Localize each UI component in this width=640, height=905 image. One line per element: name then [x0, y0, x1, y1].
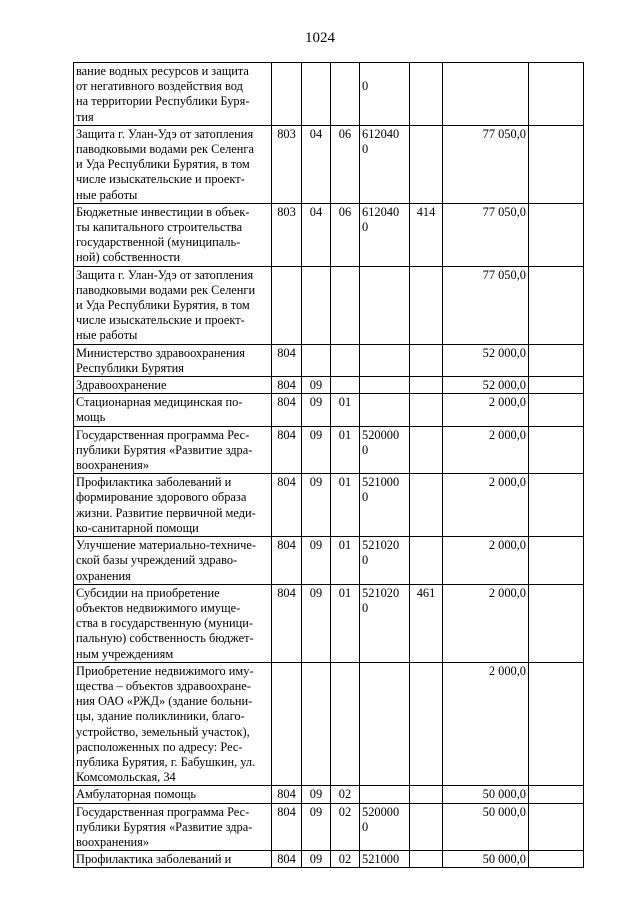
ministry-code-cell: 803 [272, 203, 302, 266]
amount-cell: 2 000,0 [443, 537, 529, 585]
target-article-cell: 520000 0 [360, 803, 410, 851]
ministry-code-cell: 804 [272, 394, 302, 426]
target-article-cell [360, 377, 410, 394]
amount-cell [443, 63, 529, 126]
target-article-cell: 612040 0 [360, 125, 410, 203]
subsection-code-cell: 02 [331, 786, 360, 803]
item-name-cell: Улучшение материально-техниче- ской базы учреждений здраво- охранения [74, 537, 272, 585]
extra-cell [529, 377, 584, 394]
target-article-cell [360, 662, 410, 786]
section-code-cell: 09 [302, 786, 331, 803]
table-row [74, 803, 584, 851]
item-name-cell: вание водных ресурсов и защита от негативного воздействия вод на территории Республики Буря- тия [74, 63, 272, 126]
amount-cell: 77 050,0 [443, 203, 529, 266]
item-name-cell: Профилактика заболеваний и формирование здорового образа жизни. Развитие первичной меди- ко-санитарной помощи [74, 474, 272, 537]
item-name-cell: Защита г. Улан-Удэ от затопления паводковыми водами рек Селенги и Уда Республики Бурятия, в том числе изыскательские и проект- ные работы [74, 266, 272, 344]
target-article-cell: 520000 0 [360, 426, 410, 474]
ministry-code-cell: 804 [272, 803, 302, 851]
expense-type-cell [410, 786, 443, 803]
section-code-cell: 09 [302, 426, 331, 474]
target-article-cell [360, 344, 410, 376]
expense-type-cell [410, 803, 443, 851]
item-name-cell: Амбулаторная помощь [74, 786, 272, 803]
expense-type-cell [410, 266, 443, 344]
section-code-cell [302, 662, 331, 786]
subsection-code-cell [331, 662, 360, 786]
section-code-cell [302, 344, 331, 376]
section-code-cell: 09 [302, 803, 331, 851]
subsection-code-cell [331, 266, 360, 344]
extra-cell [529, 394, 584, 426]
expense-type-cell [410, 377, 443, 394]
extra-cell [529, 851, 584, 868]
table-row [74, 63, 584, 126]
target-article-cell [360, 394, 410, 426]
page-number: 1024 [305, 30, 335, 46]
ministry-code-cell: 804 [272, 584, 302, 662]
ministry-code-cell: 804 [272, 851, 302, 868]
ministry-code-cell [272, 662, 302, 786]
item-name-cell: Здравоохранение [74, 377, 272, 394]
table-row [74, 662, 584, 786]
ministry-code-cell: 804 [272, 344, 302, 376]
amount-cell: 52 000,0 [443, 344, 529, 376]
budget-table [73, 62, 584, 868]
section-code-cell: 09 [302, 851, 331, 868]
expense-type-cell [410, 125, 443, 203]
target-article-cell [360, 266, 410, 344]
subsection-code-cell [331, 344, 360, 376]
expense-type-cell [410, 344, 443, 376]
amount-cell: 50 000,0 [443, 851, 529, 868]
ministry-code-cell: 804 [272, 377, 302, 394]
expense-type-cell: 414 [410, 203, 443, 266]
amount-cell: 2 000,0 [443, 474, 529, 537]
target-article-cell: 521020 0 [360, 537, 410, 585]
item-name-cell: Приобретение недвижимого иму- щества – объектов здравоохране- ния ОАО «РЖД» (здание больни- цы, здание поликлиники, благо- устройство, земельный участок), расположенных по адресу: Рес- публика Бурятия, г. Бабушкин, ул. Комсомольская, 34 [74, 662, 272, 786]
amount-cell: 77 050,0 [443, 266, 529, 344]
section-code-cell: 04 [302, 125, 331, 203]
table-row [74, 125, 584, 203]
section-code-cell: 09 [302, 474, 331, 537]
item-name-cell: Субсидии на приобретение объектов недвижимого имуще- ства в государственную (муници- пальную) собственность бюджет- ным учреждениям [74, 584, 272, 662]
ministry-code-cell: 804 [272, 474, 302, 537]
table-row [74, 394, 584, 426]
table-row [74, 474, 584, 537]
subsection-code-cell: 02 [331, 803, 360, 851]
item-name-cell: Бюджетные инвестиции в объек- ты капитального строительства государственной (муниципаль- ной) собственности [74, 203, 272, 266]
subsection-code-cell: 01 [331, 474, 360, 537]
section-code-cell: 09 [302, 537, 331, 585]
extra-cell [529, 344, 584, 376]
budget-table-body [74, 63, 584, 868]
item-name-cell: Государственная программа Рес- публики Бурятия «Развитие здра- воохранения» [74, 426, 272, 474]
extra-cell [529, 125, 584, 203]
extra-cell [529, 786, 584, 803]
target-article-cell: 521000 [360, 851, 410, 868]
expense-type-cell [410, 63, 443, 126]
subsection-code-cell: 01 [331, 584, 360, 662]
table-row [74, 786, 584, 803]
item-name-cell: Стационарная медицинская по- мощь [74, 394, 272, 426]
target-article-cell: 521000 0 [360, 474, 410, 537]
subsection-code-cell: 01 [331, 537, 360, 585]
table-row [74, 537, 584, 585]
subsection-code-cell [331, 63, 360, 126]
extra-cell [529, 803, 584, 851]
table-row [74, 203, 584, 266]
extra-cell [529, 63, 584, 126]
amount-cell: 2 000,0 [443, 662, 529, 786]
subsection-code-cell: 01 [331, 394, 360, 426]
extra-cell [529, 474, 584, 537]
extra-cell [529, 537, 584, 585]
amount-cell: 2 000,0 [443, 584, 529, 662]
expense-type-cell: 461 [410, 584, 443, 662]
amount-cell: 50 000,0 [443, 803, 529, 851]
item-name-cell: Министерство здравоохранения Республики Бурятия [74, 344, 272, 376]
table-row [74, 266, 584, 344]
section-code-cell [302, 63, 331, 126]
ministry-code-cell: 804 [272, 786, 302, 803]
section-code-cell: 04 [302, 203, 331, 266]
table-row [74, 377, 584, 394]
section-code-cell: 09 [302, 584, 331, 662]
subsection-code-cell: 06 [331, 125, 360, 203]
amount-cell: 2 000,0 [443, 394, 529, 426]
ministry-code-cell: 804 [272, 537, 302, 585]
table-row [74, 851, 584, 868]
item-name-cell: Государственная программа Рес- публики Бурятия «Развитие здра- воохранения» [74, 803, 272, 851]
ministry-code-cell: 803 [272, 125, 302, 203]
extra-cell [529, 662, 584, 786]
table-row [74, 344, 584, 376]
target-article-cell [360, 786, 410, 803]
ministry-code-cell [272, 266, 302, 344]
subsection-code-cell [331, 377, 360, 394]
extra-cell [529, 584, 584, 662]
expense-type-cell [410, 394, 443, 426]
subsection-code-cell: 06 [331, 203, 360, 266]
amount-cell: 2 000,0 [443, 426, 529, 474]
target-article-cell: 0 [360, 63, 410, 126]
amount-cell: 77 050,0 [443, 125, 529, 203]
item-name-cell: Защита г. Улан-Удэ от затопления паводковыми водами рек Селенга и Уда Республики Бурятия, в том числе изыскательские и проект- ные работы [74, 125, 272, 203]
section-code-cell: 09 [302, 377, 331, 394]
expense-type-cell [410, 537, 443, 585]
section-code-cell [302, 266, 331, 344]
table-row [74, 584, 584, 662]
extra-cell [529, 203, 584, 266]
expense-type-cell [410, 426, 443, 474]
extra-cell [529, 426, 584, 474]
target-article-cell: 521020 0 [360, 584, 410, 662]
subsection-code-cell: 02 [331, 851, 360, 868]
table-row [74, 426, 584, 474]
ministry-code-cell [272, 63, 302, 126]
amount-cell: 52 000,0 [443, 377, 529, 394]
item-name-cell: Профилактика заболеваний и [74, 851, 272, 868]
subsection-code-cell: 01 [331, 426, 360, 474]
ministry-code-cell: 804 [272, 426, 302, 474]
expense-type-cell [410, 474, 443, 537]
expense-type-cell [410, 662, 443, 786]
amount-cell: 50 000,0 [443, 786, 529, 803]
expense-type-cell [410, 851, 443, 868]
target-article-cell: 612040 0 [360, 203, 410, 266]
extra-cell [529, 266, 584, 344]
section-code-cell: 09 [302, 394, 331, 426]
